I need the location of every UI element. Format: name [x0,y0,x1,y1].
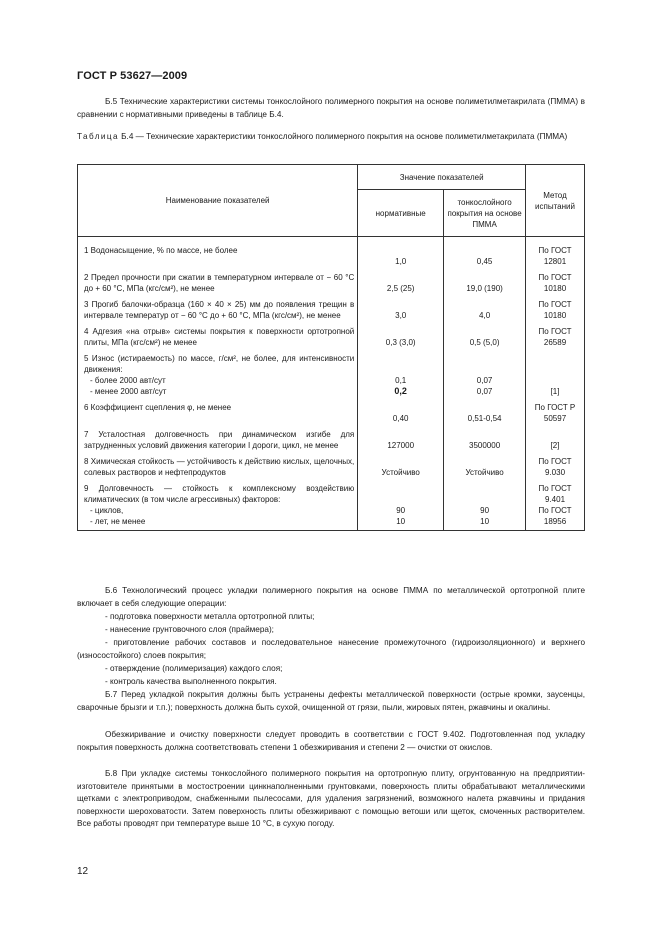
value-method-line: [2] [550,441,560,450]
header-normative: нормативные [358,190,444,237]
value-pmma [444,237,526,271]
value-pmma [444,427,526,454]
value-normative-line: 90 [396,506,406,515]
value-method [526,237,585,271]
value-normative [358,351,444,400]
value-method [526,427,585,454]
table-row [78,427,585,454]
table-caption-prefix: Таблица [77,132,119,141]
row-name-text: 7 Усталостная долговечность при динамическом изгибе для затрудненных условий движения категории I дороги, цикл, не менее [84,430,355,450]
b6-item-1: - подготовка поверхности металла ортотропной плиты; [105,612,315,621]
value-pmma-line: 3500000 [469,441,501,450]
header-values: Значение показателей [358,165,526,190]
paragraph-b5: Б.5 Технические характеристики системы тонкослойного полимерного покрытия на основе полиметилметакрилата (ПММА) в сравнении с нормативными приведены в таблице Б.4. [77,97,585,119]
b6-item-5: - контроль качества выполненного покрытия. [105,677,277,686]
value-normative [358,324,444,351]
value-method [526,481,585,531]
table-caption-text: Б.4 — Технические характеристики тонкослойного полимерного покрытия на основе полиметилметакрилата (ПММА) [118,132,568,141]
value-method [526,454,585,481]
row-sub-item: - лет, не менее [90,517,146,526]
value-pmma-line: 0,5 (5,0) [469,338,500,347]
row-sub-item: - менее 2000 авт/сут [90,387,167,396]
row-name-text: 9 Долговечность — стойкость к комплексному воздействию климатических (в том числе агрессивных) факторов: [84,484,355,504]
value-pmma-line: 0,51-0,54 [467,414,502,423]
paragraph-b7: Б.7 Перед укладкой покрытия должны быть устранены дефекты металлической поверхности (острые кромки, заусенцы, сварочные брызги и т.п.); поверхность должна быть сухой, очищенной от грязи, пыли, жировых пятен, ржавчины и окалины. [77,690,585,712]
value-method-line: По ГОСТ 9.030 [538,457,572,477]
value-method-line: По ГОСТ 10180 [538,273,572,293]
b6-item-4: - отверждение (полимеризация) каждого слоя; [105,664,283,673]
row-name-text: 3 Прогиб балочки-образца (160 × 40 × 25) мм до появления трещин в интервале температур от − 60 °С до + 60 °С, МПа (кгс/см²), не менее [84,300,355,320]
table-row [78,270,585,297]
b6-item-2: - нанесение грунтовочного слоя (праймера); [105,625,274,634]
row-name [78,324,358,351]
row-name-text: 5 Износ (истираемость) по массе, г/см², не более, для интенсивности движения: [84,354,355,374]
value-normative-line: 127000 [387,441,415,450]
value-pmma-line: 0,45 [476,257,493,266]
paragraph-b6: Б.6 Технологический процесс укладки полимерного покрытия на основе ПММА по металлической ортотропной плите включает в себя следующие операции: [77,586,585,608]
table-row [78,297,585,324]
document-code: ГОСТ Р 53627—2009 [77,70,188,82]
value-method [526,297,585,324]
value-normative-line: 10 [396,517,406,526]
value-method-line: По ГОСТ 12801 [538,246,572,266]
value-method-line: По ГОСТ 18956 [538,506,572,526]
value-pmma-line: 90 [480,506,490,515]
value-normative-line: 0,40 [392,414,409,423]
value-normative [358,270,444,297]
header-pmma: тонкослойного покрытия на основе ПММА [444,190,526,237]
value-normative-line: 1,0 [395,257,407,266]
value-method [526,351,585,400]
table-row [78,351,585,400]
header-method: Метод испытаний [526,165,585,237]
row-sub-item: - более 2000 авт/сут [90,376,166,385]
value-normative [358,427,444,454]
row-name [78,237,358,271]
value-pmma [444,481,526,531]
table-row [78,237,585,271]
value-pmma [444,324,526,351]
value-normative [358,237,444,271]
row-name-text: 4 Адгезия «на отрыв» системы покрытия к поверхности ортотропной плиты, МПа (кгс/см²) не менее [84,327,355,347]
table-row [78,400,585,427]
row-name [78,270,358,297]
row-name [78,400,358,427]
value-normative-line: Устойчиво [381,468,420,477]
paragraph-degrease: Обезжиривание и очистку поверхности следует проводить в соответствии с ГОСТ 9.402. Подготовленная под укладку покрытия поверхность должна соответствовать степени 1 обезжиривания и степени 2 — очистки от окислов. [77,730,585,752]
value-pmma-line: 19,0 (190) [466,284,503,293]
table-row [78,454,585,481]
value-normative-line: 0,2 [394,386,407,396]
value-normative [358,481,444,531]
table-caption [77,131,584,144]
value-normative [358,400,444,427]
value-method [526,324,585,351]
value-method-line [528,375,582,386]
value-pmma-line: 0,07 [476,376,493,385]
value-normative-line: 3,0 [395,311,407,320]
paragraph-b8: Б.8 При укладке системы тонкослойного полимерного покрытия на ортотропную плиту, огрунтованную на предприятии-изготовителе принятыми в мостостроении цинкнаполненными грунтовками, поверхность плиты обрабатывают металлическими щетками с электроприводом, снабженными пылесосами, для удаления загрязнений, возможного налета ржавчины и придания поверхности шероховатости. Затем поверхность плиты обезжиривают с помощью ветоши или щеток, смоченных растворителем. Все работы проводят при температуре выше 10 °С, в сухую погоду. [77,769,585,829]
row-name-text: 1 Водонасыщение, % по массе, не более [84,246,238,255]
table-row [78,324,585,351]
value-pmma-line: 4,0 [479,311,491,320]
row-name [78,351,358,400]
row-name [78,454,358,481]
row-name-text: 2 Предел прочности при сжатии в температурном интервале от − 60 °С до + 60 °С, МПа (кгс/см²), не менее [84,273,355,293]
value-method-line: По ГОСТ 10180 [538,300,572,320]
value-pmma-line: 10 [480,517,490,526]
value-normative [358,297,444,324]
value-method-line: По ГОСТ 26589 [538,327,572,347]
header-name: Наименование показателей [78,165,358,237]
row-name-text: 6 Коэффициент сцепления φ, не менее [84,403,232,412]
value-method-line: По ГОСТ Р [534,403,576,412]
table-row [78,481,585,531]
value-pmma [444,297,526,324]
value-method [526,270,585,297]
b6-item-3: - приготовление рабочих составов и последовательное нанесение промежуточного (гидроизоляционного) и верхнего (износостойкого) слоев покрытия; [77,638,585,660]
value-pmma [444,270,526,297]
value-normative [358,454,444,481]
row-name [78,481,358,531]
value-pmma [444,400,526,427]
value-normative-line: 2,5 (25) [386,284,415,293]
value-pmma [444,351,526,400]
value-method-line: По ГОСТ 9.401 [538,484,572,504]
row-name [78,427,358,454]
page-number: 12 [77,866,89,877]
value-pmma [444,454,526,481]
row-name [78,297,358,324]
value-pmma-line: Устойчиво [465,468,504,477]
value-normative-line: 0,1 [395,376,407,385]
value-method [526,400,585,427]
value-method-line: 50597 [543,414,567,423]
row-sub-item: - циклов, [90,506,124,515]
value-normative-line: 0,3 (3,0) [385,338,416,347]
value-method-line: [1] [550,387,560,396]
value-pmma-line: 0,07 [476,387,493,396]
row-name-text: 8 Химическая стойкость — устойчивость к действию кислых, щелочных, солевых растворов и нефтепродуктов [84,457,355,477]
characteristics-table [77,164,585,531]
